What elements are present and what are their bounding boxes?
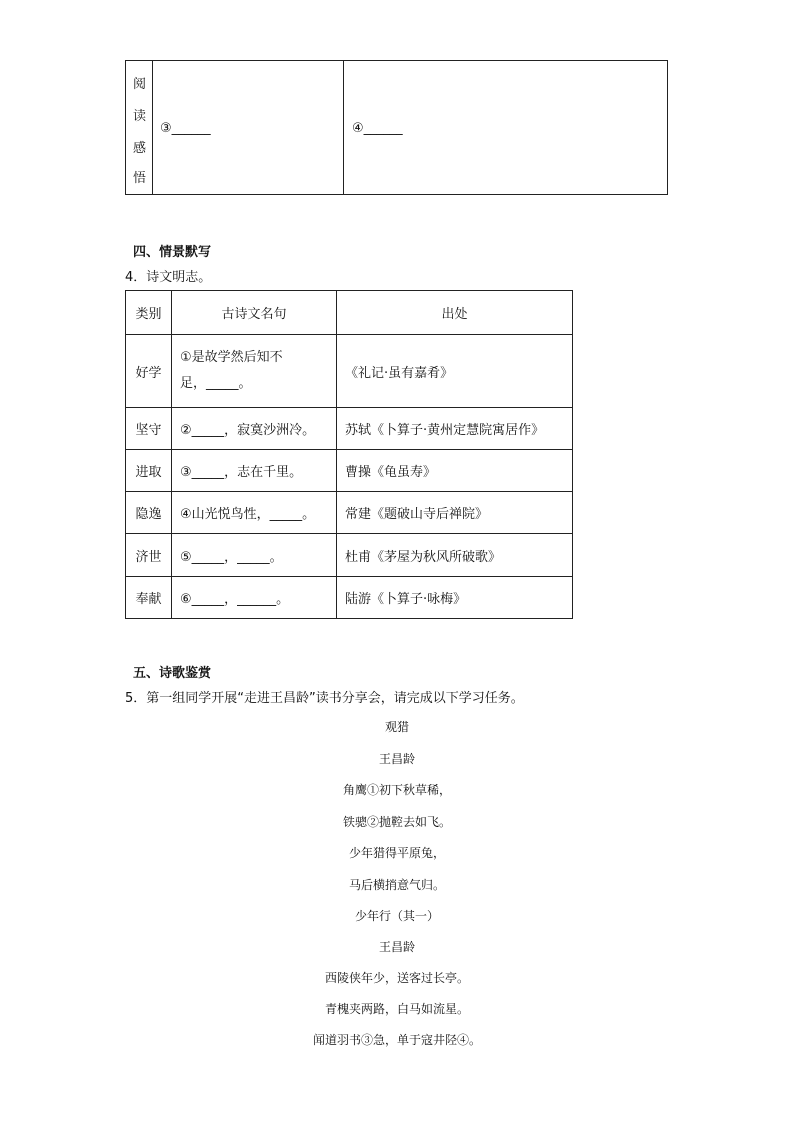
line-part: 足，_____。: [180, 376, 252, 391]
table-header-row: [126, 291, 572, 334]
row-source: 杜甫《茅屋为秋风所破歌》: [345, 549, 502, 565]
header-line: 古诗文名句: [172, 291, 337, 334]
row-source: 《礼记·虽有嘉肴》: [345, 365, 454, 381]
section4-heading: 四、情景默写: [133, 245, 212, 260]
label-char: 悟: [133, 171, 147, 186]
label-char: 阅: [133, 77, 147, 92]
table-row: [126, 491, 572, 533]
row-category: 进取: [126, 450, 172, 491]
table-row: [126, 334, 572, 407]
poem1-title: 观猎: [384, 720, 409, 734]
row-category: 好学: [126, 335, 172, 407]
table-row: [126, 407, 572, 449]
row-line: ⑥_____，______。: [172, 577, 337, 618]
reading-cell-right: [344, 61, 667, 194]
reading-label-cell: [126, 61, 153, 194]
poem2-line: 青槐夹两路，白马如流星。: [324, 1002, 469, 1016]
header-category: 类别: [126, 291, 172, 334]
row-source: 陆游《卜算子·咏梅》: [345, 592, 467, 607]
poem1-line: 铁骢②抛鞚去如飞。: [342, 815, 451, 829]
poetry-table: [125, 290, 573, 619]
row-line: [172, 335, 337, 407]
header-source: 出处: [441, 307, 468, 322]
question-4: 4．诗文明志。: [125, 270, 212, 285]
blank-4: ④______: [352, 121, 403, 136]
poem1-line: 角鹰①初下秋草稀，: [342, 783, 451, 797]
row-source: 常建《题破山寺后禅院》: [345, 507, 489, 522]
label-char: 感: [133, 141, 147, 156]
section5-heading: 五、诗歌鉴赏: [133, 666, 212, 681]
reading-cell-left: [152, 61, 344, 194]
row-line: ②_____，寂寞沙洲冷。: [172, 408, 337, 449]
line-part: ①是故学然后知不: [180, 350, 283, 365]
table-row: [126, 449, 572, 491]
question-5: 5．第一组同学开展“走进王昌龄”读书分享会，请完成以下学习任务。: [125, 691, 524, 706]
row-line: ③_____，志在千里。: [172, 450, 337, 491]
table-row: [126, 533, 572, 576]
row-category: 隐逸: [126, 492, 172, 533]
row-source: 苏轼《卜算子·黄州定慧院寓居作》: [345, 423, 545, 438]
row-category: 奉献: [126, 577, 172, 618]
poem2-title: 少年行（其一）: [354, 909, 439, 923]
row-category: 坚守: [126, 408, 172, 449]
row-category: 济世: [126, 534, 172, 576]
poem1-line: 少年猎得平原兔，: [348, 846, 445, 860]
blank-3: ③______: [160, 121, 211, 136]
poem1-author: 王昌龄: [378, 752, 415, 766]
poem1-line: 马后横捎意气归。: [348, 878, 445, 892]
row-line: ④山光悦鸟性，_____。: [172, 492, 337, 533]
poem2-line: 闻道羽书③急，单于寇井陉④。: [312, 1033, 481, 1047]
row-line: ⑤_____，_____。: [172, 534, 337, 576]
table-row: [126, 576, 572, 618]
row-source: 曹操《龟虽寿》: [345, 465, 437, 480]
poem2-line: 西陵侠年少，送客过长亭。: [324, 971, 469, 985]
poem2-author: 王昌龄: [378, 940, 415, 954]
label-char: 读: [133, 109, 147, 124]
reading-table: [125, 60, 668, 195]
